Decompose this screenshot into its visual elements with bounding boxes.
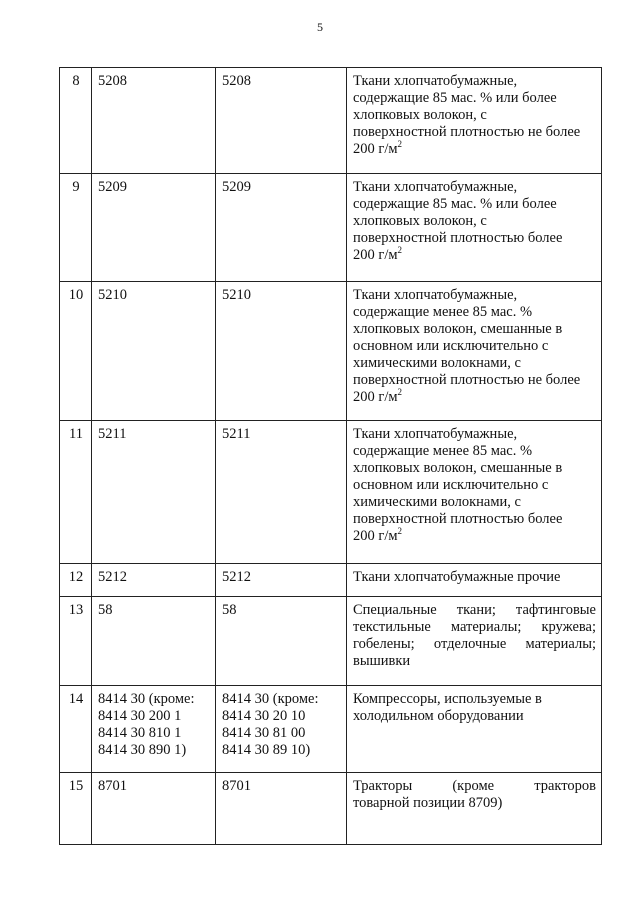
description-line: поверхностной плотностью не более (353, 124, 581, 140)
row-number: 15 (60, 773, 92, 845)
table-row (60, 686, 602, 773)
code-column-a (92, 421, 216, 564)
description-text: 200 г/м (353, 528, 398, 544)
code-line: 8414 30 81 00 (222, 725, 306, 741)
description-line: Ткани хлопчатобумажные, (353, 426, 518, 442)
code-line: 5210 (222, 287, 251, 303)
description-line: основном или исключительно с (353, 338, 549, 354)
description-cell (347, 174, 602, 282)
description-line: Компрессоры, используемые в (353, 691, 542, 707)
row-number: 9 (60, 174, 92, 282)
code-column-b (216, 421, 347, 564)
table-row (60, 68, 602, 174)
code-line: 8414 30 810 1 (98, 725, 182, 741)
code-line: 5208 (222, 73, 251, 89)
description-text: 200 г/м (353, 389, 398, 405)
description-line: гобелены; отделочные материалы; (353, 636, 596, 652)
description-line: хлопковых волокон, смешанные в (353, 460, 563, 476)
description-line: поверхностной плотностью более (353, 230, 563, 246)
code-column-b (216, 597, 347, 686)
table-row (60, 564, 602, 597)
description-line: холодильном оборудовании (353, 708, 524, 724)
row-number: 11 (60, 421, 92, 564)
code-column-b (216, 773, 347, 845)
description-line-last (353, 141, 596, 158)
code-column-b (216, 68, 347, 174)
code-column-b (216, 282, 347, 421)
code-line: 8414 30 (кроме: (222, 691, 319, 707)
code-line: 58 (98, 602, 113, 618)
row-number: 13 (60, 597, 92, 686)
description-line: вышивки (353, 653, 411, 669)
code-line: 8414 30 200 1 (98, 708, 182, 724)
description-line: Ткани хлопчатобумажные, (353, 179, 518, 195)
code-line: 8701 (222, 778, 251, 794)
description-line: хлопковых волокон, смешанные в (353, 321, 563, 337)
description-line: Тракторы (кроме тракторов (353, 778, 596, 794)
table-row (60, 282, 602, 421)
table-row (60, 421, 602, 564)
table-row (60, 597, 602, 686)
description-line: содержащие менее 85 мас. % (353, 443, 533, 459)
code-column-a (92, 174, 216, 282)
description-text: 200 г/м (353, 247, 398, 263)
superscript: 2 (397, 387, 403, 398)
goods-table (59, 67, 602, 845)
description-line: содержащие менее 85 мас. % (353, 304, 533, 320)
table-row (60, 773, 602, 845)
code-line: 5208 (98, 73, 127, 89)
code-column-b (216, 174, 347, 282)
code-column-a (92, 597, 216, 686)
code-line: 8701 (98, 778, 127, 794)
description-line: поверхностной плотностью более (353, 511, 563, 527)
description-cell (347, 597, 602, 686)
description-line: текстильные материалы; кружева; (353, 619, 596, 635)
description-line: поверхностной плотностью не более (353, 372, 581, 388)
code-line: 5209 (222, 179, 251, 195)
superscript: 2 (397, 526, 403, 537)
code-line: 5211 (98, 426, 127, 442)
code-column-a (92, 564, 216, 597)
description-line-last (353, 389, 596, 406)
code-line: 5210 (98, 287, 127, 303)
superscript: 2 (397, 139, 403, 150)
description-line: Специальные ткани; тафтинговые (353, 602, 596, 618)
description-cell (347, 686, 602, 773)
description-cell (347, 421, 602, 564)
row-number: 12 (60, 564, 92, 597)
code-column-b (216, 564, 347, 597)
superscript: 2 (397, 245, 403, 256)
code-column-a (92, 282, 216, 421)
description-line: химическими волокнами, с (353, 494, 521, 510)
row-number: 14 (60, 686, 92, 773)
code-line: 5211 (222, 426, 251, 442)
description-line: хлопковых волокон, с (353, 107, 487, 123)
description-line: содержащие 85 мас. % или более (353, 90, 557, 106)
description-line: Ткани хлопчатобумажные, (353, 73, 518, 89)
description-cell (347, 564, 602, 597)
description-line: Ткани хлопчатобумажные прочие (353, 569, 561, 585)
description-cell (347, 68, 602, 174)
code-line: 5212 (222, 569, 251, 585)
table-row (60, 174, 602, 282)
description-line: содержащие 85 мас. % или более (353, 196, 557, 212)
code-column-a (92, 773, 216, 845)
row-number: 10 (60, 282, 92, 421)
code-line: 58 (222, 602, 237, 618)
description-line: Ткани хлопчатобумажные, (353, 287, 518, 303)
description-line-last (353, 247, 596, 264)
code-column-a (92, 68, 216, 174)
page-number: 5 (317, 20, 323, 34)
description-line-last (353, 528, 596, 545)
code-line: 5212 (98, 569, 127, 585)
code-line: 5209 (98, 179, 127, 195)
description-cell (347, 773, 602, 845)
row-number: 8 (60, 68, 92, 174)
code-line: 8414 30 (кроме: (98, 691, 195, 707)
code-column-a (92, 686, 216, 773)
description-line: химическими волокнами, с (353, 355, 521, 371)
description-line: хлопковых волокон, с (353, 213, 487, 229)
code-line: 8414 30 20 10 (222, 708, 306, 724)
description-text: 200 г/м (353, 141, 398, 157)
description-cell (347, 282, 602, 421)
description-line: товарной позиции 8709) (353, 795, 503, 811)
description-line: основном или исключительно с (353, 477, 549, 493)
code-column-b (216, 686, 347, 773)
code-line: 8414 30 89 10) (222, 742, 311, 758)
code-line: 8414 30 890 1) (98, 742, 187, 758)
